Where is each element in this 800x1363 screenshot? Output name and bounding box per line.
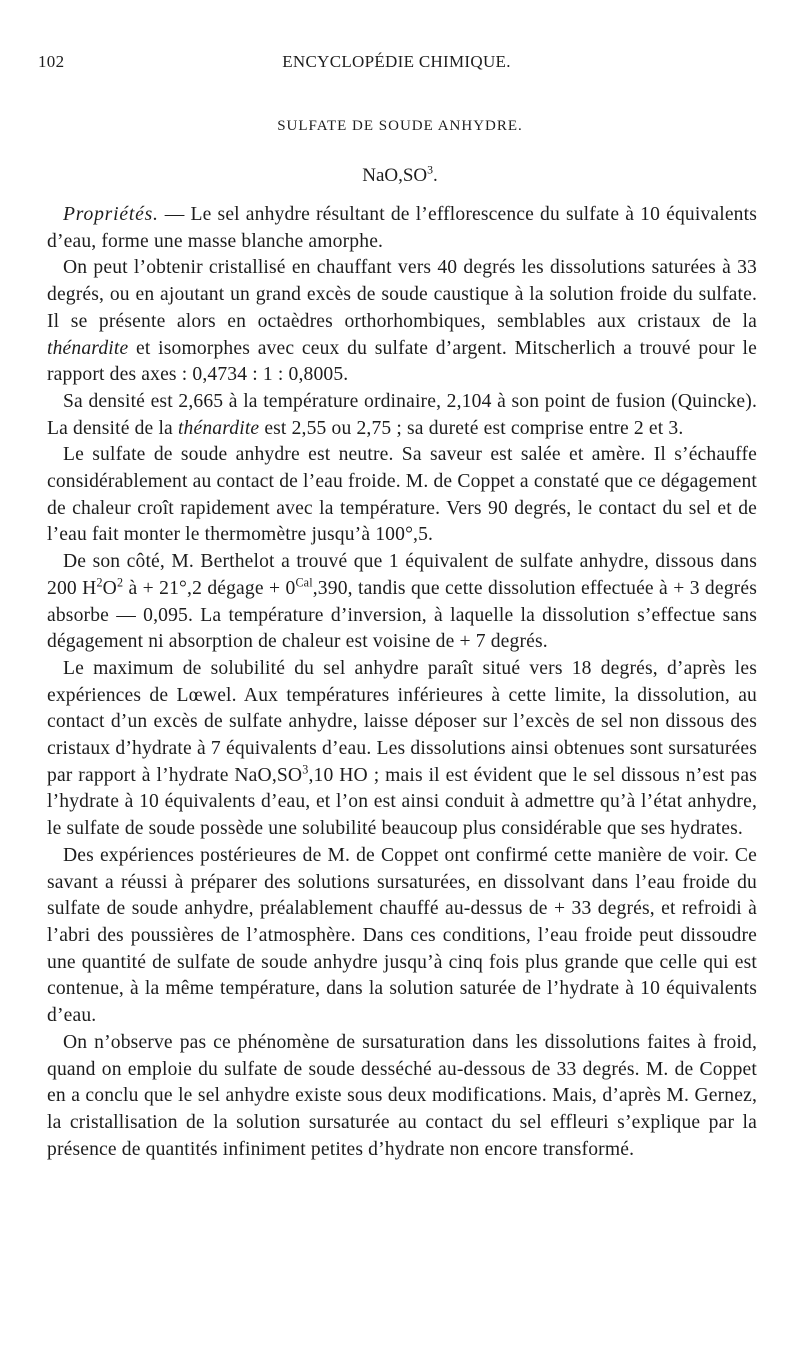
running-head: ENCYCLOPÉDIE CHIMIQUE. (282, 52, 511, 71)
paragraph-properties (47, 202, 757, 255)
paragraph-text: De son côté, M. Berthelot a trouvé que 1 équivalent de sulfate anhydre, dissous dans 200 H (47, 551, 757, 599)
properties-lead: Propriétés. (63, 204, 159, 225)
paragraph-solubility (47, 656, 757, 843)
superscript: 2 (116, 575, 124, 590)
paragraph-text: On peut l’obtenir cristallisé en chauffant vers 40 degrés les dissolutions saturées à 33 degrés, ou en ajoutant un grand excès de soude caustique à la solution froide du sulfate. Il se présente alors en octaèdres orthorhombiques, semblables aux cristaux de la (47, 257, 757, 332)
chemical-formula (0, 165, 800, 187)
body-text (47, 202, 757, 1163)
formula-superscript: 3 (427, 163, 434, 177)
paragraph-text: ,10 HO ; mais il est évident que le sel dissous n’est pas l’hydrate à 10 équivalents d’eau, et l’on est ainsi conduit à admettre qu’à l’état anhydre, le sulfate de soude possède une solubilité beaucoup plus considérable que ses hydrates. (47, 764, 757, 840)
paragraph-neutrality: Le sulfate de soude anhydre est neutre. Sa saveur est salée et amère. Il s’échauffe considérablement au contact de l’eau froide. M. de Coppet a constaté que ce dégagement de chaleur croît rapidement avec la température. Vers 90 degrés, le contact du sel et de l’eau fait monter le thermomètre jusqu’à 100°,5. (47, 444, 757, 546)
paragraph-berthelot (47, 549, 757, 656)
mineral-name: thénardite (47, 337, 129, 359)
section-title: SULFATE DE SOUDE ANHYDRE. (277, 118, 523, 134)
formula-base: NaO,SO (362, 165, 428, 186)
paragraph-coppet-experiments: Des expériences postérieures de M. de Coppet ont confirmé cette manière de voir. Ce savant a réussi à préparer des solutions sursaturées, en dissolvant dans l’eau froide du sulfate de soude anhydre, préalablement chauffé au-dessus de + 33 degrés, et refroidi à l’abri des poussières de l’atmosphère. Dans ces conditions, l’eau froide peut dissoudre une quantité de sulfate de soude anhydre jusqu’à cinq fois plus grande que celle qui est contenue, à la même température, dans la solution saturée de l’hydrate à 10 équivalents d’eau. (47, 844, 757, 1027)
superscript: 3 (302, 762, 309, 777)
paragraph-text: Sa densité est 2,665 à la température ordinaire, 2,104 à son point de fusion (Quincke). La densité de la (47, 390, 757, 439)
superscript: 2 (96, 575, 103, 590)
page-header (38, 52, 755, 78)
paragraph-text: à + 21°,2 dégage + 0 (123, 577, 296, 599)
paragraph-density (47, 389, 757, 442)
paragraph-supersaturation: On n’observe pas ce phénomène de sursaturation dans les dissolutions faites à froid, quand on emploie du sulfate de soude desséché au-dessous de 33 degrés. M. de Coppet en a conclu que le sel anhydre existe sous deux modifications. Mais, d’après M. Gernez, la cristallisation de la solution sursaturée au contact du sel effleuri s’explique par la présence de quantités infiniment petites d’hydrate non encore transformé. (47, 1031, 757, 1160)
paragraph-text: et isomorphes avec ceux du sulfate d’argent. Mitscherlich a trouvé pour le rapport des axes : 0,4734 : 1 : 0,8005. (47, 337, 757, 386)
formula-end: . (433, 165, 438, 186)
paragraph-text: est 2,55 ou 2,75 ; sa dureté est comprise entre 2 et 3. (259, 417, 684, 439)
paragraph-crystallization (47, 255, 757, 389)
page-number: 102 (38, 52, 65, 71)
paragraph-text: — Le sel anhydre résultant de l’efflorescence du sulfate à 10 équivalents d’eau, forme une masse blanche amorphe. (47, 204, 757, 252)
paragraph-text: O (102, 577, 117, 599)
superscript: Cal (295, 575, 313, 590)
paragraph-text: Le maximum de solubilité du sel anhydre paraît situé vers 18 degrés, d’après les expériences de Lœwel. Aux températures inférieures à cette limite, la dissolution, au contact d’un excès de sulfate anhydre, laisse déposer sur l’excès de sel non dissous des cristaux d’hydrate à 7 équivalents d’eau. Les dissolutions ainsi obtenues sont sursaturées par rapport à l’hydrate NaO,SO (47, 657, 757, 786)
paragraph-text: ,390, tandis que cette dissolution effectuée à + 3 degrés absorbe — 0,095. La température d’inversion, à laquelle la dissolution s’effectue sans dégagement ni absorption de chaleur est voisine de + 7 degrés. (47, 577, 757, 653)
mineral-name: thénardite (177, 417, 260, 439)
